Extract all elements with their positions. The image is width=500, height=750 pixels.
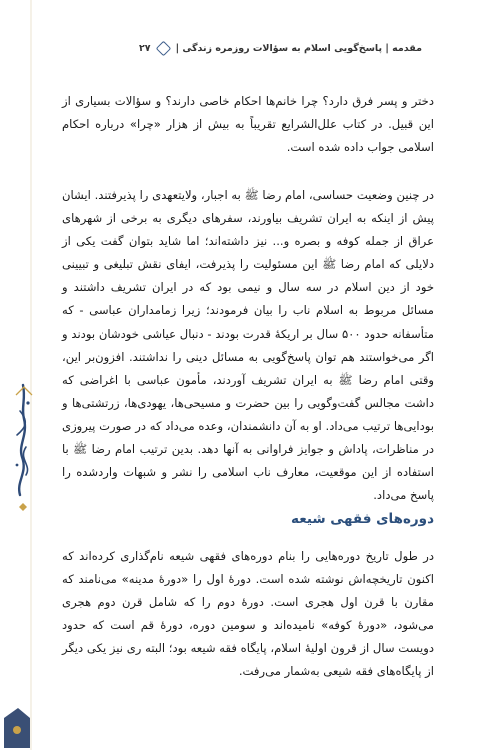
section-paragraph: در طول تاریخ دوره‌هایی را بنام دوره‌های فقهی شیعه نام‌گذاری کرده‌اند که اکنون تاریخچه‌اش نوشته شده است. دورهٔ اول را «دورهٔ مدینه» می‌نامند که مقارن با قرن اول هجری است. دورهٔ دوم را که شامل قرن دوم هجری می‌شود، «دورهٔ کوفه» نامیده‌اند و سومین دوره، دورهٔ قم است که حدود دویست سال از قرون اولیهٔ اسلام، پایگاه فقه شیعه بود؛ البته ری نیز یکی دیگر از پایگاه‌های فقه شیعی به‌شمار می‌رفت. (62, 549, 434, 679)
header-title: مقدمه | پاسخ‌گویی اسلام به سؤالات روزمره زندگی | (175, 43, 422, 54)
paragraph-2: در چنین وضعیت حساسی، امام رضا ﷺ به اجبار، ولایتعهدی را پذیرفتند. ایشان پیش از اینکه به ایران تشریف بیاورند، سفرهای دیگری به برخی از شهرهای عراق از جمله کوفه و بصره و... نیز داشته‌اند؛ اما شاید بتوان گفت یکی از دلایلی که امام رضا ﷺ این مسئولیت را پذیرفت، ایفای نقش تبلیغی و تبیینی خود از دین اسلام در سه سال و نیمی بود که در ایران تشریف داشتند و مسائل مربوط به اسلام ناب را بیان فرمودند؛ زیرا زمامداران عباسی - که متأسفانه حدود ۵۰۰ سال بر اریکهٔ قدرت بودند - دنبال عیاشی خودشان بودند و اگر می‌خواستند هم توان پاسخ‌گویی به مسائل دینی را نداشتند. افزون‌بر این، وقتی امام رضا ﷺ به ایران تشریف آوردند، مأمون عباسی با اغراضی که داشت مجالس گفت‌وگویی را بین حضرت و مسیحی‌ها، یهودی‌ها، زرتشتی‌ها و بودایی‌ها ترتیب می‌داد. او به آن دانشمندان، وعده می‌داد که در صورت پیروزی در مناظرات، پاداش و جوایز فراوانی به آنها دهد. بدین ترتیب امام رضا ﷺ با استفاده از این موقعیت، معارف ناب اسلامی را نشر و شبهات واردشده را پاسخ می‌داد. (62, 188, 434, 503)
page-number: ۲۷ (138, 43, 151, 54)
knot-icon (155, 41, 171, 57)
running-header (62, 43, 422, 54)
section-title: دوره‌های فقهی شیعه (291, 511, 434, 527)
calligraphy-ornament-icon (0, 0, 44, 750)
paragraph-1: دختر و پسر فرق دارد؟ چرا خانم‌ها احکام خاصی دارند؟ و سؤالات بسیاری از این قبیل. در کتاب علل‌الشرایع تقریباً به بیش از هزار «چرا» درباره احکام اسلامی جواب داده شده است. (62, 94, 434, 155)
